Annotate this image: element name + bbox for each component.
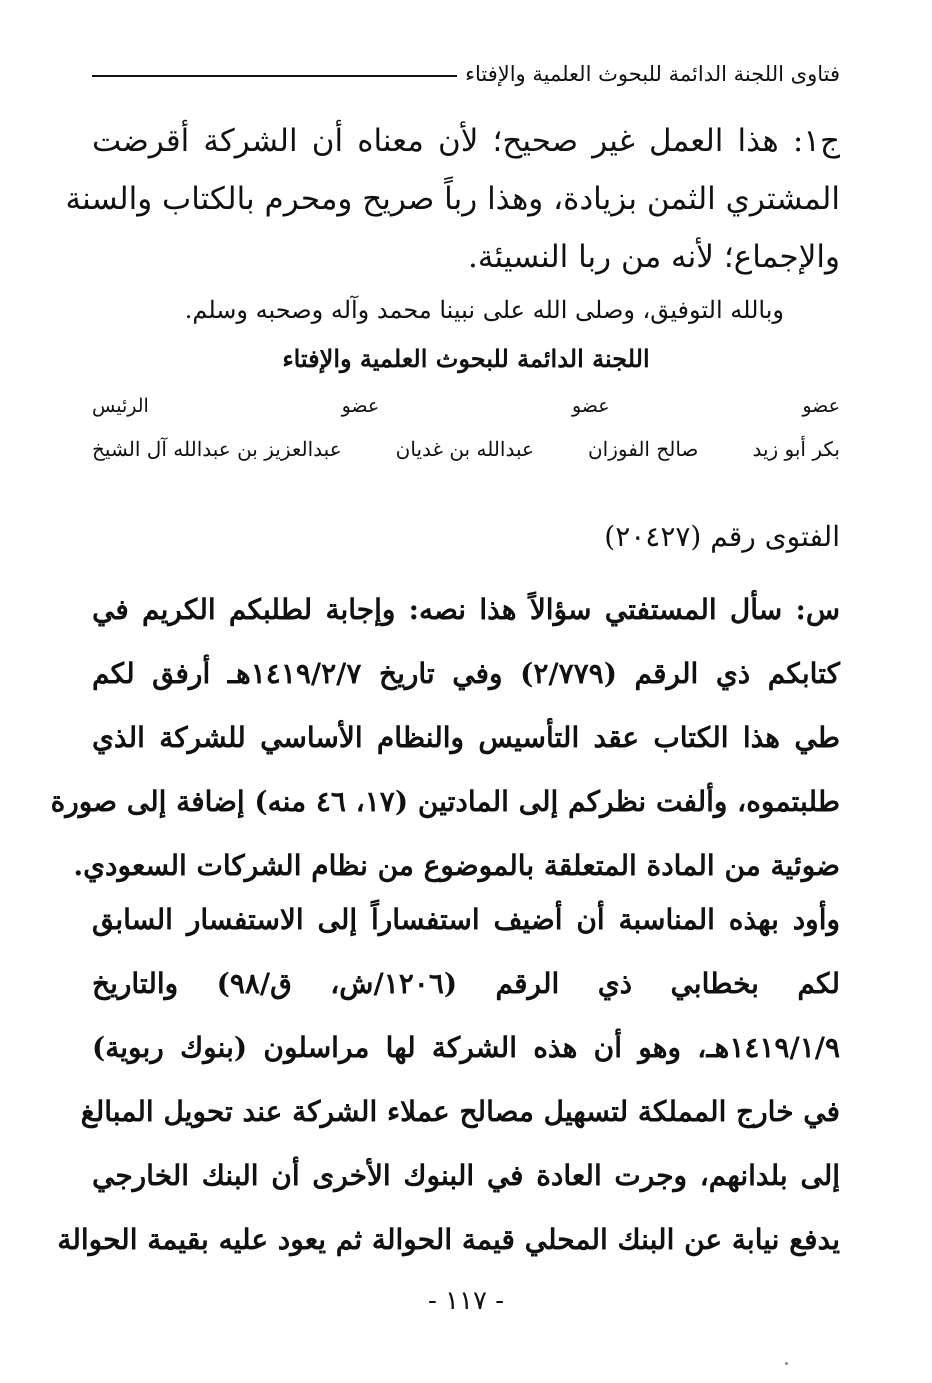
signatory-name: صالح الفوزان <box>587 437 699 461</box>
answer-line: ج١: هذا العمل غير صحيح؛ لأن معناه أن الشركة أقرضت <box>92 123 840 159</box>
signatory-role: عضو <box>341 395 380 417</box>
signatory-role: الرئيس <box>92 395 149 417</box>
question-line: وأود بهذه المناسبة أن أضيف استفساراً إلى الاستفسار السابق <box>92 903 840 936</box>
running-header <box>92 56 840 92</box>
question-line: لكم بخطابي ذي الرقم (١٢٠٦/ش، ق/٩٨) والتاريخ <box>92 967 840 1000</box>
answer-line: المشتري الثمن بزيادة، وهذا رباً صريح ومحرم بالكتاب والسنة <box>65 181 840 217</box>
closing-formula: وبالله التوفيق، وصلى الله على نبينا محمد وآله وصحبه وسلم. <box>184 296 784 324</box>
answer-line: والإجماع؛ لأنه من ربا النسيئة. <box>468 239 840 275</box>
page-number: - ١١٧ - <box>427 1286 505 1316</box>
question-line: طلبتموه، وألفت نظركم إلى المادتين (١٧، ٤٦ منه) إضافة إلى صورة <box>50 785 840 818</box>
running-header-title: فتاوى اللجنة الدائمة للبحوث العلمية والإفتاء <box>465 62 840 86</box>
question-paragraph-2 <box>57 888 840 1272</box>
signatory-name: عبدالله بن غديان <box>395 437 534 461</box>
question-line: ضوئية من المادة المتعلقة بالموضوع من نظام الشركات السعودي. <box>73 849 840 882</box>
header-rule <box>92 75 457 77</box>
signatory-name: عبدالعزيز بن عبدالله آل الشيخ <box>92 437 342 461</box>
question-line: ١٤١٩/١/٩هـ، وهو أن هذه الشركة لها مراسلون (بنوك ربوية) <box>92 1031 840 1064</box>
signatory-role: عضو <box>802 395 840 417</box>
question-line: إلى بلدانهم، وجرت العادة في البنوك الأخرى أن البنك الخارجي <box>92 1159 840 1192</box>
signatory-role: عضو <box>571 395 610 417</box>
question-paragraph <box>50 578 840 898</box>
committee-title: اللجنة الدائمة للبحوث العلمية والإفتاء <box>282 344 650 373</box>
question-line: س: سأل المستفتي سؤالاً هذا نصه: وإجابة لطلبكم الكريم في <box>92 593 840 626</box>
scan-speck <box>785 1362 788 1365</box>
signatory-name: بكر أبو زيد <box>752 437 840 461</box>
question-line: يدفع نيابة عن البنك المحلي قيمة الحوالة ثم يعود عليه بقيمة الحوالة <box>57 1223 840 1256</box>
signatory-names <box>92 437 840 461</box>
question-line: في خارج المملكة لتسهيل مصالح عملاء الشركة عند تحويل المبالغ <box>80 1095 840 1128</box>
fatwa-number: الفتوى رقم (٢٠٤٢٧) <box>604 520 840 553</box>
question-line: كتابكم ذي الرقم (٢/٧٧٩) وفي تاريخ ١٤١٩/٢/٧هـ أرفق لكم <box>92 657 840 690</box>
question-line: طي هذا الكتاب عقد التأسيس والنظام الأساسي للشركة الذي <box>92 721 840 754</box>
signatory-roles <box>92 395 840 417</box>
answer-paragraph <box>65 112 840 286</box>
